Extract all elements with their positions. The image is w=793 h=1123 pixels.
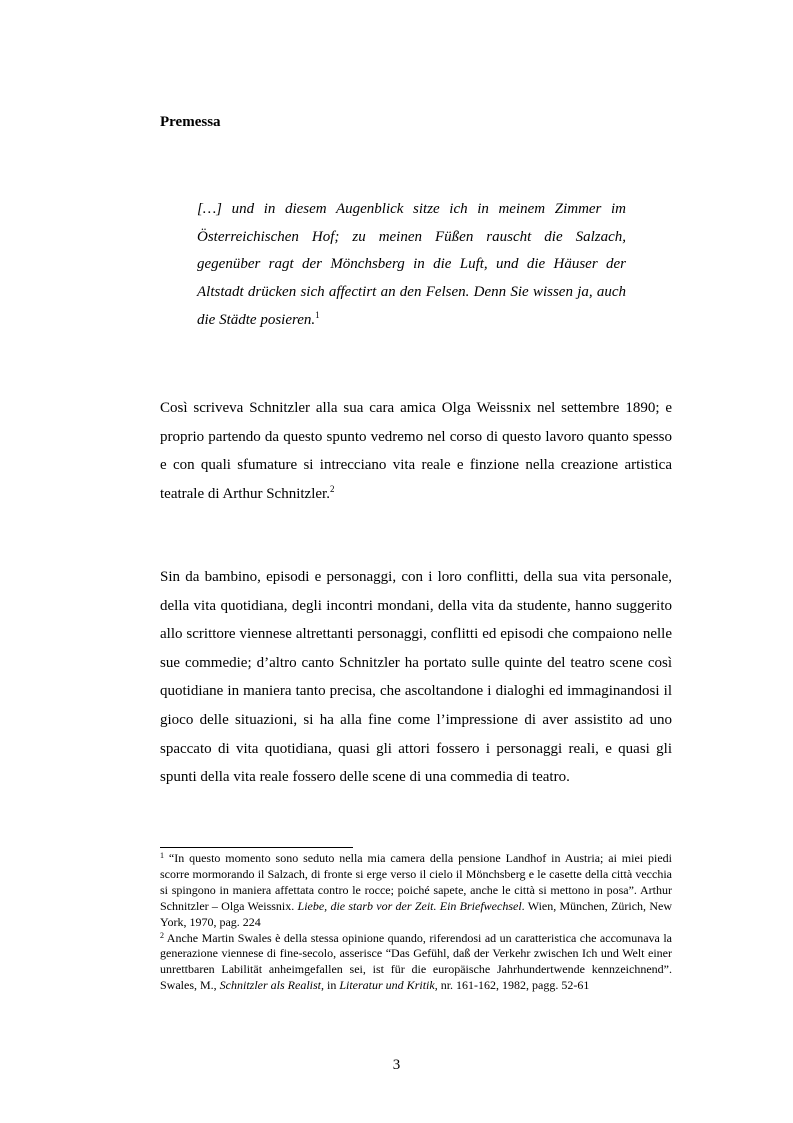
block-quote bbox=[197, 196, 626, 335]
footnotes bbox=[160, 851, 672, 994]
paragraph-2-text: Sin da bambino, episodi e personaggi, con i loro conflitti, della sua vita personale, della vita quotidiana, degli incontri mondani, della vita da studente, hanno suggerito allo scrittore viennese altrettanti personaggi, conflitti ed episodi che compaiono nelle sue commedie; d’altro canto Schnitzler ha portato sulle quinte del teatro scene così quotidiane in maniera tanto precisa, che ascoltandone i dialoghi ed immaginandosi il gioco delle situazioni, si ha alla fine come l’impressione di aver assistito ad uno spaccato di vita quotidiana, quasi gli attori fossero i personaggi reali, e quasi gli spunti della vita reale fossero delle scene di una commedia di teatro. bbox=[160, 569, 672, 786]
footnote-1-citation: . Wien, München, Zürich, New York, 1970, pag. 224 bbox=[160, 898, 672, 929]
footnote-2-journal: Literatur und Kritik bbox=[339, 978, 435, 993]
footnote-2-number: 2 bbox=[160, 930, 164, 940]
footnote-ref-1[interactable]: 1 bbox=[315, 309, 320, 320]
footnote-separator bbox=[160, 847, 353, 848]
quote-text: […] und in diesem Augenblick sitze ich in meinem Zimmer im Österreichischen Hof; zu meinen Füßen rauscht die Salzach, gegenüber ragt der Mönchsberg in die Luft, und die Häuser der Altstadt drücken sich affectirt an den Felsen. Denn Sie wissen ja, auch die Städte posieren. bbox=[197, 201, 626, 328]
footnote-2-citation: , nr. 161-162, 1982, pagg. 52-61 bbox=[434, 978, 590, 993]
footnote-1-number: 1 bbox=[160, 851, 164, 860]
section-heading: Premessa bbox=[160, 114, 221, 130]
footnote-ref-2[interactable]: 2 bbox=[329, 483, 335, 494]
paragraph-2 bbox=[160, 563, 672, 792]
footnote-2-text: Anche Martin Swales è della stessa opinione quando, riferendosi ad un caratteristica che accomunava la generazione viennese di fine-secolo, asserisce “Das Gefühl, daß der Verkehr zwischen Ich und Welt einer unrettbaren Labilität anheimgefallen sei, ist für die europäische Jahrhundertwende kennzeichnend”. Swales, M., bbox=[160, 930, 672, 993]
footnote-2 bbox=[160, 931, 672, 995]
footnote-2-title: Schnitzler als Realist bbox=[219, 978, 321, 993]
footnote-1 bbox=[160, 851, 672, 931]
footnote-2-middle: , in bbox=[321, 978, 337, 993]
footnote-1-title: Liebe, die starb vor der Zeit. Ein Briefwechsel bbox=[297, 898, 522, 913]
page-number: 3 bbox=[392, 1057, 401, 1073]
footnote-1-text: “In questo momento sono seduto nella mia camera della pensione Landhof in Austria; ai miei piedi scorre mormorando il Salzach, di fronte si erge verso il cielo il Mönchsberg e le casette della città vecchia si spingono in maniera affettata contro le rocce; poiché sapete, anche le città si mettono in posa”. Arthur Schnitzler – Olga Weissnix. bbox=[160, 851, 673, 913]
paragraph-1-text: Così scriveva Schnitzler alla sua cara amica Olga Weissnix nel settembre 1890; e proprio partendo da questo spunto vedremo nel corso di questo lavoro quanto spesso e con quali sfumature si intrecciano vita reale e finzione nella creazione artistica teatrale di Arthur Schnitzler. bbox=[160, 400, 672, 502]
paragraph-1 bbox=[160, 394, 672, 508]
